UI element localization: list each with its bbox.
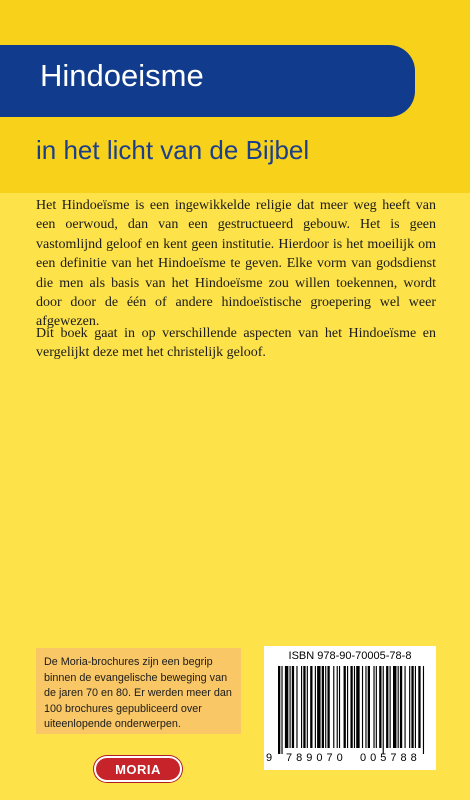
barcode-bar bbox=[411, 666, 413, 748]
barcode-bar bbox=[337, 666, 338, 748]
barcode-bar bbox=[296, 666, 297, 748]
barcode-bar bbox=[315, 666, 316, 748]
barcode-bar bbox=[310, 666, 312, 748]
barcode-bar bbox=[418, 666, 420, 748]
barcode-bar bbox=[322, 666, 324, 748]
barcode-bar bbox=[281, 666, 282, 754]
barcode-bar bbox=[292, 666, 294, 748]
moria-logo bbox=[94, 756, 182, 782]
book-subtitle: in het licht van de Bijbel bbox=[36, 135, 310, 165]
isbn-label: ISBN 978-90-70005-78-8 bbox=[288, 650, 412, 662]
barcode-bar bbox=[347, 666, 348, 748]
barcode-bar bbox=[344, 666, 346, 748]
series-note-box bbox=[36, 648, 241, 734]
barcode-bar bbox=[393, 666, 396, 748]
description-paragraph-2: Dit boek gaat in op verschillende aspecten van het Hindoeïsme en vergelijkt deze met het christelijk geloof. bbox=[36, 326, 436, 361]
barcode-lead-digit: 9 bbox=[266, 752, 273, 764]
barcode-bar bbox=[376, 666, 377, 748]
barcode-bar bbox=[350, 666, 352, 748]
barcode-bar bbox=[278, 666, 280, 754]
barcode-bar bbox=[303, 666, 305, 748]
barcode-bar bbox=[327, 666, 329, 748]
barcode-right-digits: 005788 bbox=[360, 752, 421, 764]
barcode-bar bbox=[362, 666, 363, 748]
barcode-bar bbox=[307, 666, 308, 748]
barcode-bar bbox=[386, 666, 388, 748]
barcode-bar bbox=[383, 666, 384, 754]
barcode-bar bbox=[339, 666, 340, 748]
barcode-bar bbox=[390, 666, 391, 748]
barcode-bar bbox=[368, 666, 370, 748]
barcode-bar bbox=[405, 666, 406, 748]
barcode-bar bbox=[333, 666, 334, 748]
barcode-bar bbox=[423, 666, 424, 754]
barcode-bar bbox=[400, 666, 402, 748]
barcode-bar bbox=[354, 666, 355, 748]
barcode-bar bbox=[379, 666, 381, 748]
logo-text: MORIA bbox=[115, 761, 161, 777]
barcode-bar bbox=[301, 666, 302, 748]
series-note-text: De Moria-brochures zijn een begrip binnen de evangelische beweging van de jaren 70 en 80. Er werden meer dan 100 brochures gepubliceerd over uiteenlopende onderwerpen. bbox=[44, 656, 232, 731]
barcode-bar bbox=[317, 666, 320, 748]
barcode-left-digits: 789070 bbox=[286, 752, 347, 764]
barcode-bar bbox=[365, 666, 366, 748]
barcode-bar bbox=[409, 666, 410, 748]
barcode-bar bbox=[415, 666, 416, 748]
description-paragraph-1: Het Hindoeïsme is een ingewikkelde religie dat meer weg heeft van een oerwoud, dan van een gestructueerd gebouw. Het is geen vastomlijnd geloof en kent geen institutie. Hierdoor is het moeilijk om een definitie van het Hindoeïsme te geven. Elke vorm van godsdienst die men als basis van het Hindoeïsme zou willen toekennen, wordt door door de één of andere hindoeïstische groepering wel weer afgewezen. bbox=[36, 198, 436, 330]
barcode-bar bbox=[285, 666, 288, 748]
barcode-bar bbox=[398, 666, 399, 748]
barcode-bar bbox=[325, 666, 326, 748]
barcode-bar bbox=[290, 666, 291, 748]
barcode-box bbox=[264, 646, 436, 770]
barcode-bar bbox=[356, 666, 359, 748]
barcode-bar bbox=[373, 666, 374, 748]
book-title: Hindoeisme bbox=[40, 58, 204, 93]
